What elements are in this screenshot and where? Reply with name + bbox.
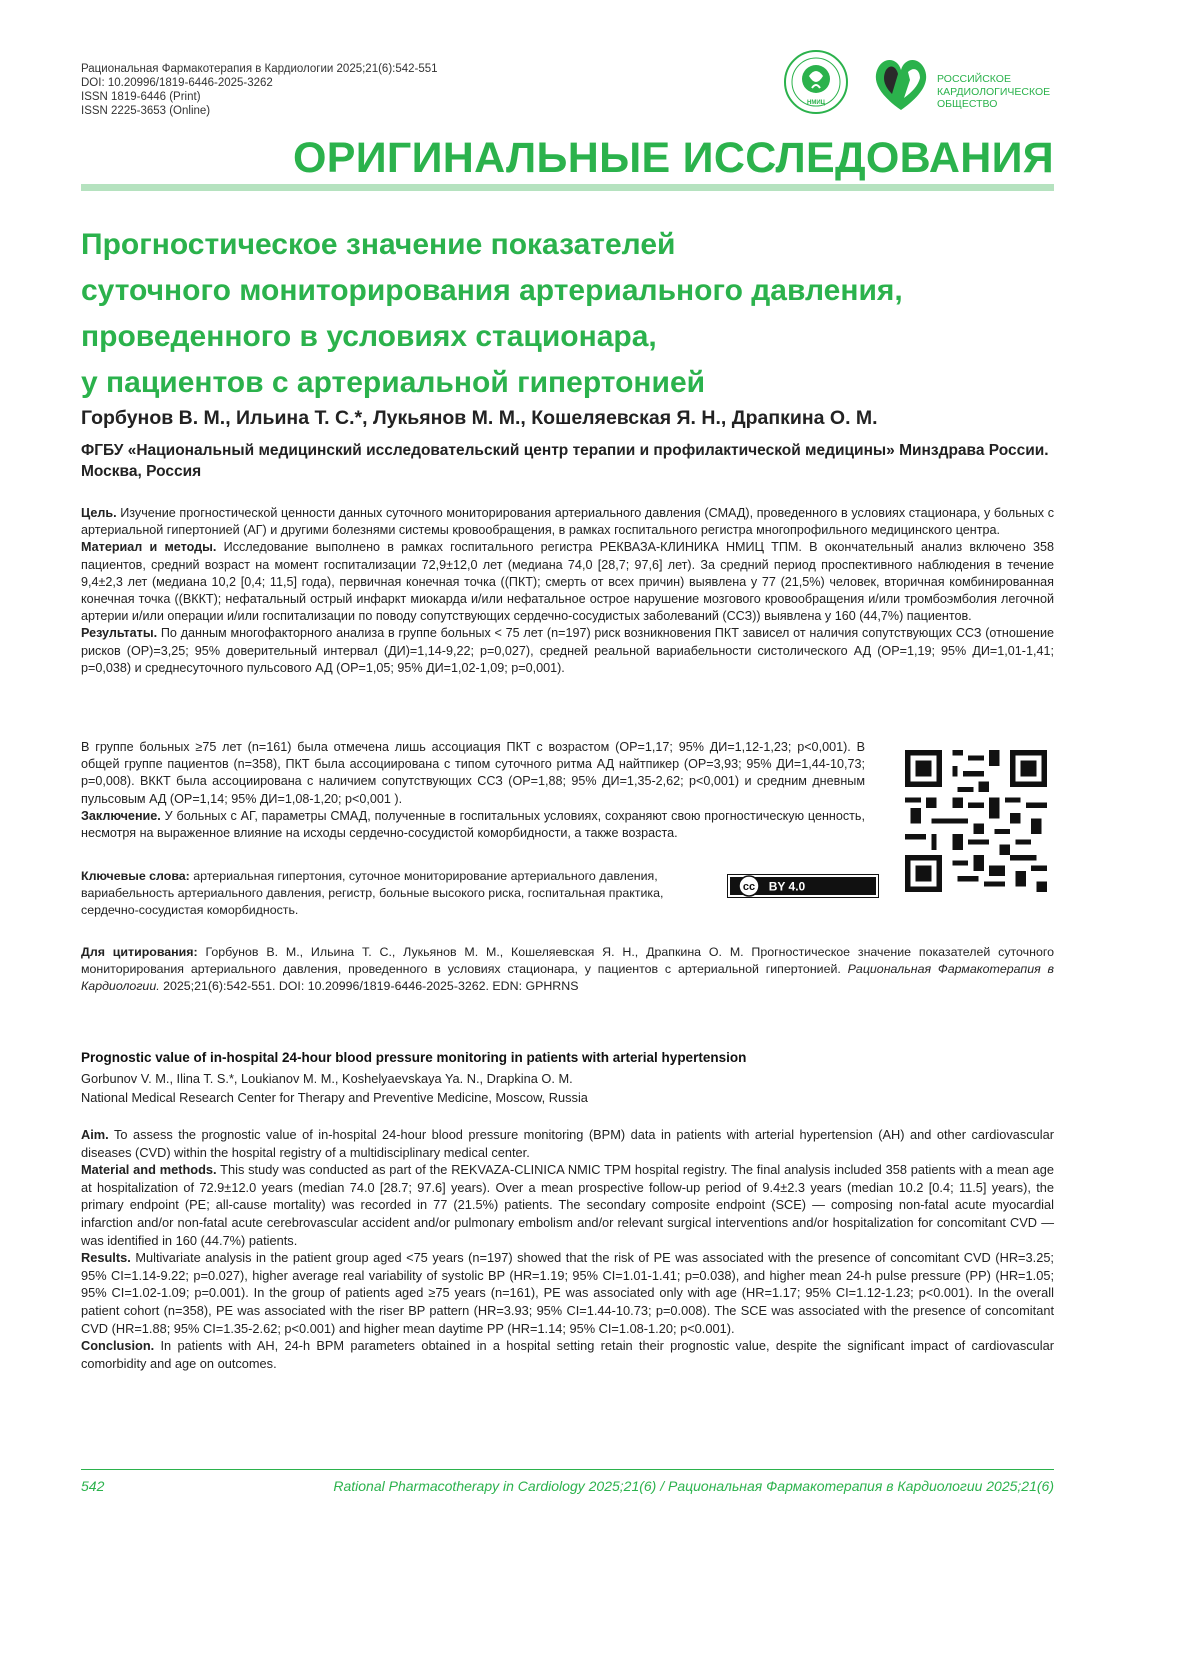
rko-logo-icon: [868, 50, 934, 116]
english-title: Prognostic value of in-hospital 24-hour blood pressure monitoring in patients with arterial hypertension: [81, 1050, 747, 1065]
footer-journal: Rational Pharmacotherapy in Cardiology 2025;21(6) / Рациональная Фармакотерапия в Кардиологии 2025;21(6): [333, 1478, 1054, 1494]
abstract-en-methods: Material and methods. This study was conducted as part of the REKVAZA-CLINICA NMIC TPM hospital registry. The final analysis included 358 patients with a mean age at hospitalization of 72.9±12.0 years (median 74.0 [28.7; 97.6] years). Over a mean prospective follow-up period of 9.4±2.3 years (median 10.2 [0.4; 11.5] years), the primary endpoint (PE; all-cause mortality) was recorded in 77 (21.5%) patients. The secondary composite endpoint (SCE) — composing non-fatal acute myocardial infarction and/or non-fatal acute cerebrovascular accident and/or pulmonary embolism and/or relevant surgical interventions and/or hospitalization for concomitant CVD — was identified in 160 (44.7%) patients.: [81, 1162, 1054, 1248]
section-heading: ОРИГИНАЛЬНЫЕ ИССЛЕДОВАНИЯ: [292, 134, 1054, 182]
abstract-en-conclusion: Conclusion. In patients with AH, 24-h BPM parameters obtained in a hospital setting retain their prognostic value, despite the significant impact of cardiovascular comorbidity and age on outcomes.: [81, 1338, 1054, 1371]
abstract-ru: [81, 505, 1054, 677]
abstract-aim: Цель. Изучение прогностической ценности данных суточного мониторирования артериального давления (СМАД), проведенного в условиях стационара, у больных с артериальной гипертонией (АГ) и другими болезнями системы кровообращения, в рамках госпитального регистра многопрофильного медицинского центра.: [81, 506, 1054, 538]
footer-divider: [81, 1469, 1054, 1470]
abstract-results: Результаты. По данным многофакторного анализа в группе больных < 75 лет (n=197) риск возникновения ПКТ зависел от наличия сопутствующих ССЗ (отношение рисков (ОР)=3,25; 95% доверительный интервал (ДИ)=1,14-9,22; p=0,027), средней реальной вариабельности систолического АД (ОР=1,19; 95% ДИ=1,01-1,41; p=0,038) и среднесуточного пульсового АД (ОР=1,05; 95% ДИ=1,02-1,09; p=0,001).: [81, 626, 1054, 675]
svg-text:cc: cc: [742, 881, 756, 893]
keywords: Ключевые слова: артериальная гипертония, суточное мониторирование артериального давления, вариабельность артериального давления, регистр, больные высокого риска, госпитальная практика, сердечно-сосудистая коморбидность.: [81, 869, 664, 917]
doi-line: DOI: 10.20996/1819-6446-2025-3262: [81, 77, 273, 89]
qr-code-icon[interactable]: [900, 745, 1052, 897]
authors: Горбунов В. М., Ильина Т. С.*, Лукьянов М. М., Кошеляевская Я. Н., Драпкина О. М.: [81, 407, 878, 429]
cc-by-license-icon[interactable]: [727, 874, 879, 898]
abstract-ru-continued: [81, 739, 865, 842]
nmic-logo-icon: [782, 48, 850, 116]
abstract-en-results: Results. Multivariate analysis in the patient group aged <75 years (n=197) showed that the risk of PE was associated with the presence of concomitant CVD (HR=3.25; 95% CI=1.14-9.22; p=0.027), higher average real variability of systolic BP (HR=1.19; 95% CI=1.01-1.41; p=0.038), and higher mean 24-h pulse pressure (PP) (HR=1.05; 95% CI=1.02-1.09; p=0.001). In the group of patients aged ≥75 years (n=161), PE was associated only with age (HR=1.17; 95% CI=1.12-1.23; p<0.001). In the overall patient cohort (n=358), PE was associated with the riser BP pattern (HR=3.93; 95% CI=1.44-10.73; p=0.008). The SCE was associated with the presence of concomitant CVD (HR=1.88; 95% CI=1.35-2.62; p<0.001) and higher mean daytime PP (HR=1.14; 95% CI=1.08-1.20; p<0.001).: [81, 1250, 1054, 1336]
journal-meta: [81, 62, 438, 118]
nmic-logo-caption: НМИЦ: [806, 100, 826, 106]
abstract-en-aim: Aim. To assess the prognostic value of in-hospital 24-hour blood pressure monitoring (BPM) data in patients with arterial hypertension (AH) and other cardiovascular diseases (CVD) within the hospital registry of a multidisciplinary medical center.: [81, 1127, 1054, 1160]
svg-text:BY 4.0: BY 4.0: [768, 879, 806, 894]
english-authors-block: [81, 1069, 588, 1107]
page-number: 542: [81, 1478, 105, 1494]
issn-online: ISSN 2225-3653 (Online): [81, 105, 211, 117]
article-title: Прогностическое значение показателей суточного мониторирования артериального давления, проведенного в условиях стационара, у пациентов с артериальной гипертонией: [81, 228, 903, 399]
rko-logo-text: РОССИЙСКОЕ КАРДИОЛОГИЧЕСКОЕ ОБЩЕСТВО: [937, 73, 1051, 110]
affiliation: ФГБУ «Национальный медицинский исследовательский центр терапии и профилактической медицины» Минздрава России. Москва, Россия: [81, 442, 1049, 480]
citation: Для цитирования: Горбунов В. М., Ильина Т. С., Лукьянов М. М., Кошеляевская Я. Н., Драпкина О. М. Прогностическое значение показателей суточного мониторирования артериального давления, проведенного в условиях стационара, у пациентов с артериальной гипертонией. Рациональная Фармакотерапия в Кардиологии. 2025;21(6):542-551. DOI: 10.20996/1819-6446-2025-3262. EDN: GPHRNS: [81, 945, 1055, 994]
abstract-methods: Материал и методы. Исследование выполнено в рамках госпитального регистра РЕКВАЗА-КЛИНИКА НМИЦ ТПМ. В окончательный анализ включено 358 пациентов, средний возраст на момент госпитализации 72,9±12,0 лет (медиана 74,0 [28,7; 97,6] лет). За средний период проспективного наблюдения в течение 9,4±2,3 лет (медиана 10,2 [0,4; 11,5] года), первичная конечная точка ((ПКТ); смерть от всех причин) выявлена у 77 (21,5%) человек, вторичная комбинированная конечная точка ((ВККТ); нефатальный острый инфаркт миокарда и/или нефатальное острое нарушение мозгового кровообращения и/или тромбоэмболия легочной артерии и/или операции и/или госпитализации по поводу сопутствующих сердечно-сосудистых заболеваний (ССЗ)) выявлена у 160 (44,7%) пациентов.: [81, 540, 1054, 624]
issn-print: ISSN 1819-6446 (Print): [81, 91, 201, 103]
english-authors: Gorbunov V. M., Ilina T. S.*, Loukianov M. M., Koshelyaevskaya Ya. N., Drapkina O. M.: [81, 1071, 573, 1086]
abstract-conclusion: Заключение. У больных с АГ, параметры СМАД, полученные в госпитальных условиях, сохраняют свою прогностическую ценность, несмотря на выраженное влияние на исходы сердечно-сосудистой коморбидности, а также возраста.: [81, 808, 865, 841]
section-divider: [81, 184, 1054, 191]
journal-citation-line: Рациональная Фармакотерапия в Кардиологии 2025;21(6):542-551: [81, 63, 438, 75]
english-affiliation: National Medical Research Center for Therapy and Preventive Medicine, Moscow, Russia: [81, 1090, 588, 1105]
abstract-en: [81, 1126, 1054, 1372]
abstract-results-continued: В группе больных ≥75 лет (n=161) была отмечена лишь ассоциация ПКТ с возрастом (ОР=1,17; 95% ДИ=1,12-1,23; p<0,001). В общей группе пациентов (n=358), ПКТ была ассоциирована с типом суточного ритма АД найтпикер (ОР=3,93; 95% ДИ=1,44-10,73; p=0,008). ВККТ была ассоциирована с наличием сопутствующих ССЗ (ОР=1,88; 95% ДИ=1,35-2,62; p<0,001) и средним дневным пульсовым АД (ОР=1,14; 95% ДИ=1,08-1,20; p<0,001 ).: [81, 740, 865, 806]
